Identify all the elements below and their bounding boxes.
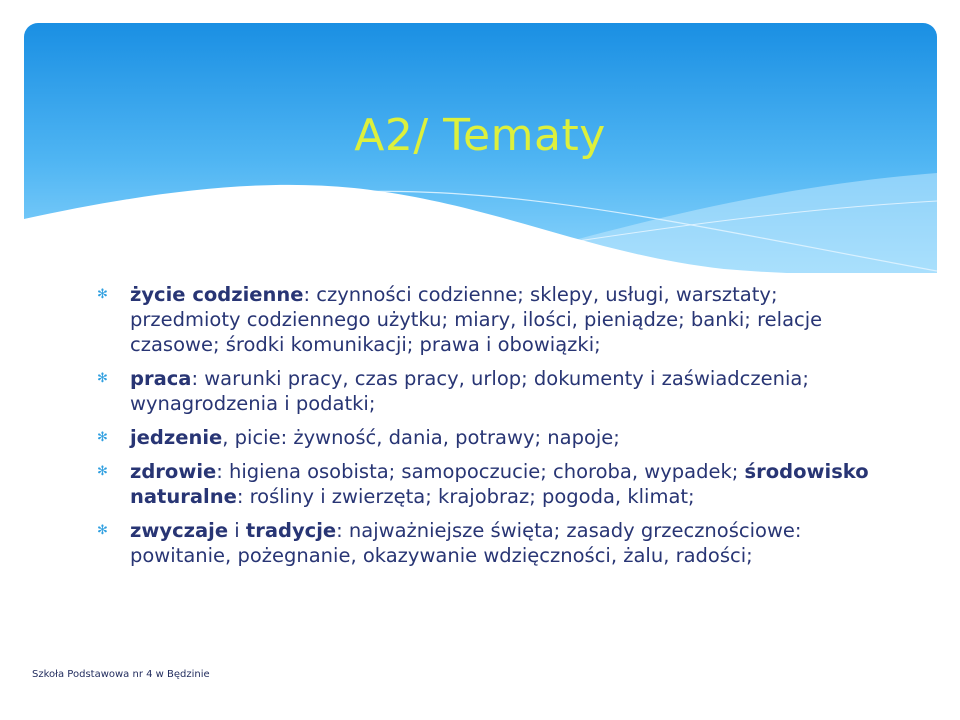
footer-school-name: Szkoła Podstawowa nr 4 w Będzinie (32, 669, 210, 680)
topic-keyword: praca (130, 367, 192, 390)
topic-keyword: życie codzienne (130, 283, 304, 306)
topic-description: : czynności codzienne; sklepy, usługi, warsztaty; przedmioty codziennego użytku; miary, ilości, pieniądze; banki; relacje czasowe; środki komunikacji; prawa i obowiązki; (130, 283, 823, 356)
bullet-star-icon: ✻ (97, 464, 108, 479)
bullet-star-icon: ✻ (97, 523, 108, 538)
topic-list-item (97, 518, 887, 568)
topic-description: : warunki pracy, czas pracy, urlop; dokumenty i zaświadczenia; wynagrodzenia i podatki; (130, 367, 809, 415)
topic-list-item (97, 282, 887, 357)
topic-description: i (228, 519, 246, 542)
topic-keyword: zdrowie (130, 460, 217, 483)
bullet-star-icon: ✻ (97, 371, 108, 386)
topic-list-item (97, 366, 887, 416)
bullet-star-icon: ✻ (97, 430, 108, 445)
topic-description: : najważniejsze święta; zasady grzecznościowe: powitanie, pożegnanie, okazywanie wdzięczności, żalu, radości; (130, 519, 802, 567)
topic-description: , picie: żywność, dania, potrawy; napoje; (222, 426, 620, 449)
topic-list-item (97, 459, 887, 509)
bullet-star-icon: ✻ (97, 287, 108, 302)
topic-list-item (97, 425, 887, 450)
topic-keyword: tradycje (245, 519, 337, 542)
topic-keyword: jedzenie (130, 426, 223, 449)
topic-keyword: środowisko naturalne (130, 460, 869, 508)
topic-list (97, 282, 887, 577)
topic-description: : rośliny i zwierzęta; krajobraz; pogoda, klimat; (236, 485, 695, 508)
topic-description: : higiena osobista; samopoczucie; choroba, wypadek; (216, 460, 745, 483)
slide-title: A2/ Tematy (354, 110, 606, 161)
topic-keyword: zwyczaje (130, 519, 229, 542)
